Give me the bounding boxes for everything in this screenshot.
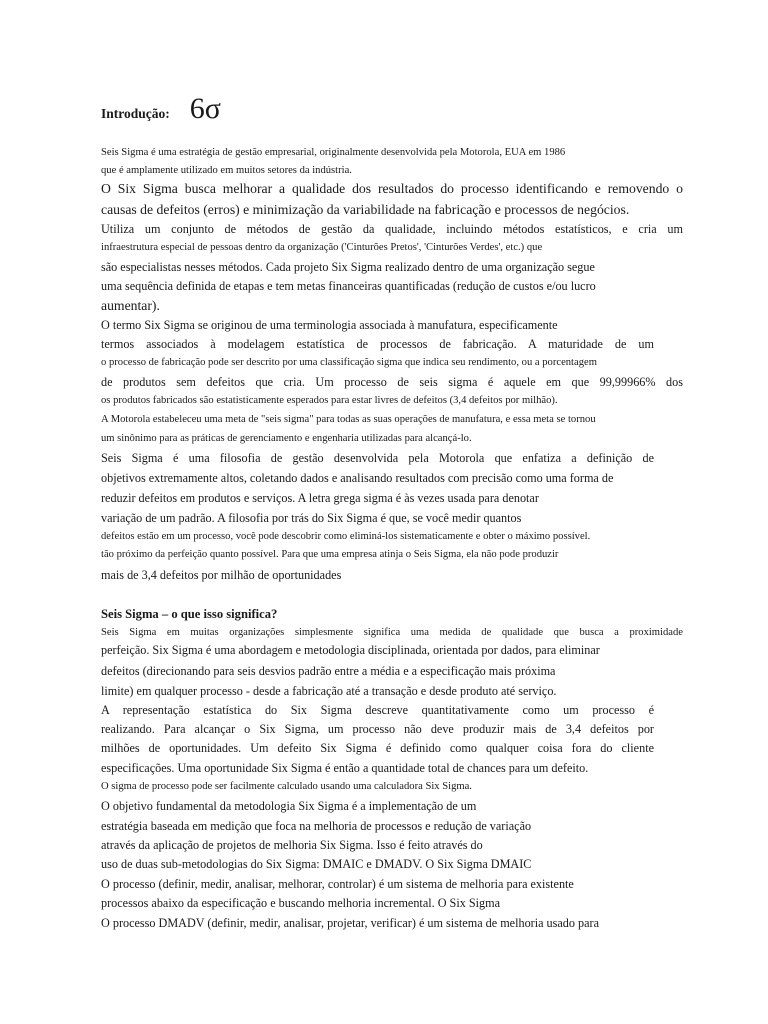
text-line: uma sequência definida de etapas e tem metas financeiras quantificadas (redução de custos e/ou lucro: [101, 279, 596, 293]
text-line: realizando. Para alcançar o Six Sigma, um processo não deve produzir mais de 3,4 defeitos por: [101, 722, 654, 736]
text-line: mais de 3,4 defeitos por milhão de oportunidades: [101, 568, 342, 582]
text-line: uso de duas sub-metodologias do Six Sigma: DMAIC e DMADV. O Six Sigma DMAIC: [101, 857, 532, 871]
six-sigma-symbol: 6σ: [189, 92, 221, 125]
text-line: termos associados à modelagem estatística de processos de fabricação. A maturidade de um: [101, 337, 654, 351]
text-line: limite) em qualquer processo - desde a fabricação até a transação e desde produto até serviço.: [101, 684, 557, 698]
text-line: reduzir defeitos em produtos e serviços. A letra grega sigma é às vezes usada para denotar: [101, 491, 539, 505]
text-line: Utiliza um conjunto de métodos de gestão da qualidade, incluindo métodos estatísticos, e cria um: [101, 222, 683, 236]
text-line: aumentar).: [101, 298, 160, 313]
intro-heading: [101, 92, 221, 126]
text-line: de produtos sem defeitos que cria. Um processo de seis sigma é aquele em que 99,99966% dos: [101, 375, 683, 389]
text-line: os produtos fabricados são estatisticamente esperados para estar livres de defeitos (3,4 defeitos por milhão).: [101, 395, 558, 406]
text-line: processos abaixo da especificação e buscando melhoria incremental. O Six Sigma: [101, 896, 501, 910]
text-line: causas de defeitos (erros) e minimização da variabilidade na fabricação e processos de negócios.: [101, 202, 630, 217]
text-line: que é amplamente utilizado em muitos setores da indústria.: [101, 165, 352, 176]
text-line: A Motorola estabeleceu uma meta de "seis sigma" para todas as suas operações de manufatura, e essa meta se tornou: [101, 414, 596, 425]
text-line: O termo Six Sigma se originou de uma terminologia associada à manufatura, especificamente: [101, 318, 558, 332]
text-line: O processo (definir, medir, analisar, melhorar, controlar) é um sistema de melhoria para existente: [101, 877, 574, 891]
text-line: O Six Sigma busca melhorar a qualidade dos resultados do processo identificando e removendo o: [101, 181, 683, 196]
text-line: O processo DMADV (definir, medir, analisar, projetar, verificar) é um sistema de melhoria usado para: [101, 916, 600, 930]
text-line: perfeição. Six Sigma é uma abordagem e metodologia disciplinada, orientada por dados, para eliminar: [101, 643, 600, 657]
text-line: especificações. Uma oportunidade Six Sigma é então a quantidade total de chances para um defeito.: [101, 761, 589, 775]
text-line: O objetivo fundamental da metodologia Six Sigma é a implementação de um: [101, 799, 477, 813]
text-line: Seis Sigma é uma estratégia de gestão empresarial, originalmente desenvolvida pela Motorola, EUA em 1986: [101, 147, 566, 158]
text-line: Seis Sigma em muitas organizações simplesmente significa uma medida de qualidade que busca a proximidade: [101, 627, 683, 638]
text-line: infraestrutura especial de pessoas dentro da organização ('Cinturões Pretos', 'Cinturões Verdes', etc.) que: [101, 242, 543, 253]
text-line: objetivos extremamente altos, coletando dados e analisando resultados com precisão como uma forma de: [101, 471, 614, 485]
text-line: Seis Sigma é uma filosofia de gestão desenvolvida pela Motorola que enfatiza a definição de: [101, 451, 654, 465]
text-line: através da aplicação de projetos de melhoria Six Sigma. Isso é feito através do: [101, 838, 483, 852]
text-line: O sigma de processo pode ser facilmente calculado usando uma calculadora Six Sigma.: [101, 781, 472, 792]
intro-heading-label: Introdução:: [101, 106, 170, 121]
text-line: defeitos (direcionando para seis desvios padrão entre a média e a especificação mais próxima: [101, 664, 556, 678]
text-line: tão próximo da perfeição quanto possível. Para que uma empresa atinja o Seis Sigma, ela não pode produzir: [101, 549, 559, 560]
text-line: são especialistas nesses métodos. Cada projeto Six Sigma realizado dentro de uma organização segue: [101, 260, 595, 274]
text-line: variação de um padrão. A filosofia por trás do Six Sigma é que, se você medir quantos: [101, 511, 522, 525]
text-line: A representação estatística do Six Sigma descreve quantitativamente como um processo é: [101, 703, 654, 717]
section-title: Seis Sigma – o que isso significa?: [101, 607, 278, 621]
text-line: defeitos estão em um processo, você pode descobrir como eliminá-los sistematicamente e obter o máximo possível.: [101, 531, 591, 542]
text-line: milhões de oportunidades. Um defeito Six Sigma é definido como qualquer coisa fora do cliente: [101, 741, 654, 755]
text-line: o processo de fabricação pode ser descrito por uma classificação sigma que indica seu rendimento, ou a porcentagem: [101, 357, 597, 368]
text-line: estratégia baseada em medição que foca na melhoria de processos e redução de variação: [101, 819, 532, 833]
text-line: um sinônimo para as práticas de gerenciamento e engenharia utilizadas para alcançá-lo.: [101, 433, 472, 444]
